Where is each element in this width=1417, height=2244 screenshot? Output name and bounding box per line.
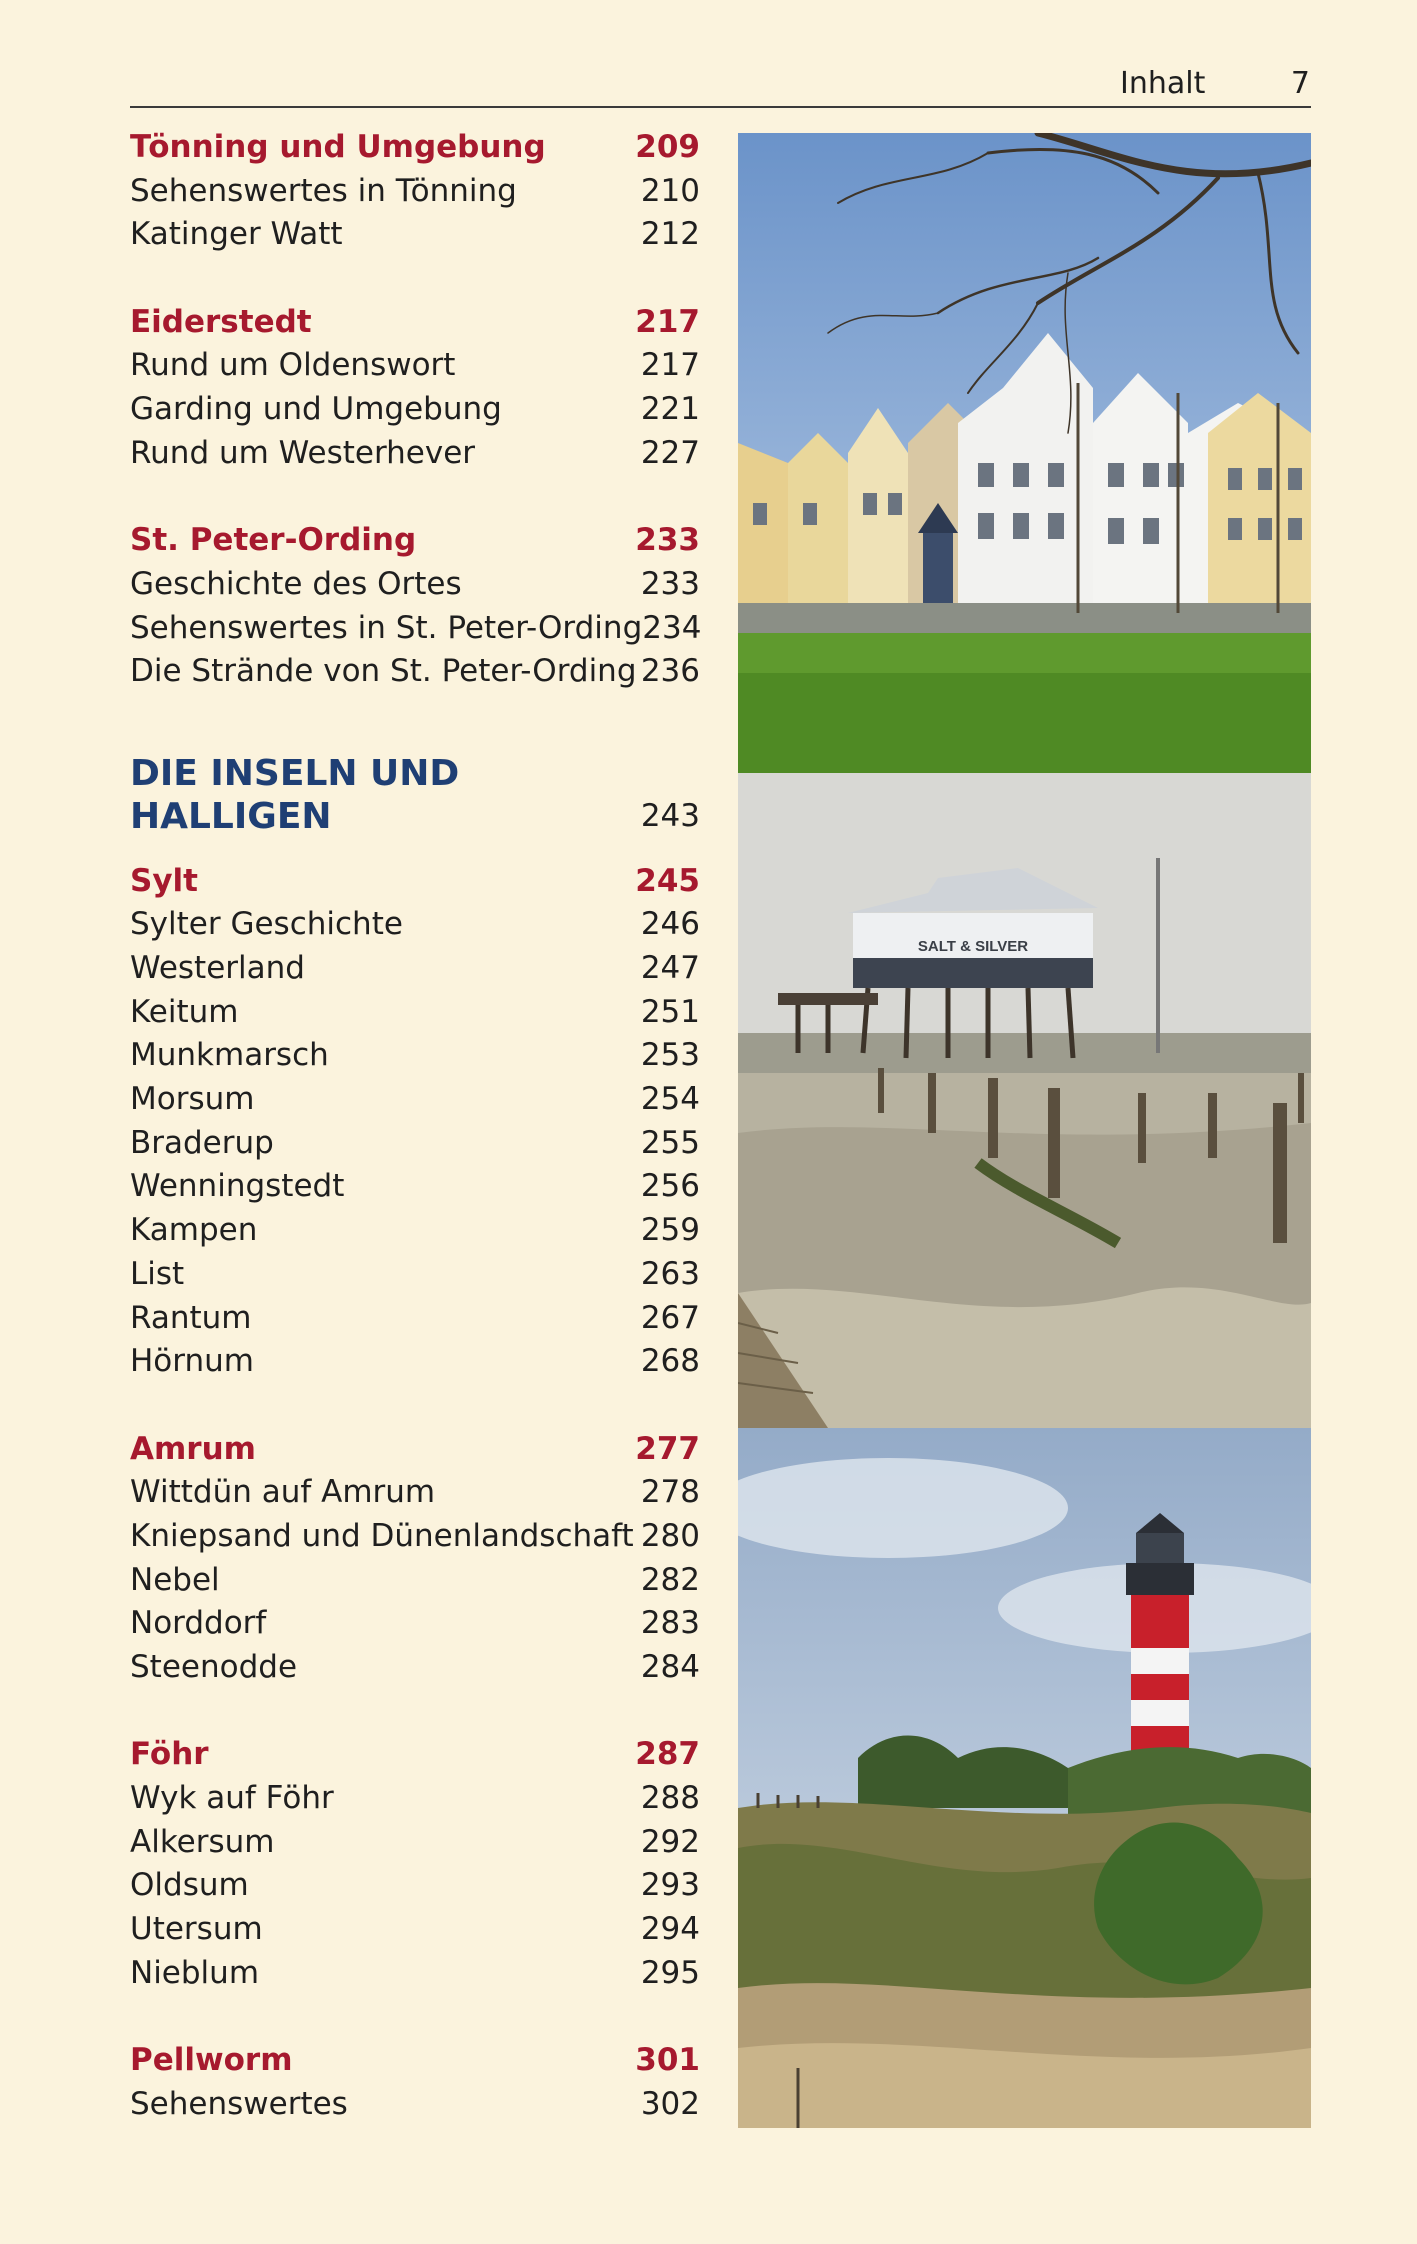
toc-entry-title: Rantum xyxy=(130,1299,252,1336)
toc-entry xyxy=(130,1034,700,1078)
toc-entry-title: Die Strände von St. Peter-Ording xyxy=(130,653,637,690)
toc-entry-title: Nebel xyxy=(130,1561,220,1598)
toc-chapter xyxy=(130,301,700,345)
toc-entry-page: 280 xyxy=(640,1517,700,1554)
toc-chapter-title: Amrum xyxy=(130,1430,256,1467)
running-header-label: Inhalt xyxy=(1120,66,1206,101)
toc-chapter xyxy=(130,1428,700,1472)
toc-entry-title: Katinger Watt xyxy=(130,216,343,253)
toc-entry-page: 263 xyxy=(640,1255,700,1292)
toc-entry-page: 288 xyxy=(640,1780,700,1817)
part-title-line1: DIE INSELN UND xyxy=(130,752,460,794)
toc-entry-page: 295 xyxy=(640,1954,700,1991)
toc-chapter-title: Föhr xyxy=(130,1736,209,1773)
toc-entry-page: 283 xyxy=(640,1605,700,1642)
toc-entry xyxy=(130,1165,700,1209)
toc-entry-title: Nieblum xyxy=(130,1954,260,1991)
toc-entry-title: Kampen xyxy=(130,1212,258,1249)
part-heading xyxy=(130,752,700,838)
toc-entry xyxy=(130,1864,700,1908)
toc-entry-title: Kniepsand und Dünenlandschaft xyxy=(130,1517,634,1554)
section-spacer xyxy=(130,257,700,301)
toc-chapter-page: 217 xyxy=(635,303,700,340)
toc-entry-page: 284 xyxy=(640,1649,700,1685)
toc-entry-page: 210 xyxy=(640,172,700,209)
toc-entry-title: Oldsum xyxy=(130,1867,249,1904)
toc-entry-page: 233 xyxy=(640,565,700,602)
toc-entry xyxy=(130,344,700,388)
toc-entry xyxy=(130,388,700,432)
toc-entry xyxy=(130,1602,700,1646)
toc-chapter xyxy=(130,126,700,170)
toc-entry xyxy=(130,650,700,694)
toc-entry-title: Sehenswertes in St. Peter-Ording xyxy=(130,609,643,646)
toc-entry-title: Utersum xyxy=(130,1911,263,1948)
toc-entry xyxy=(130,213,700,257)
toc-entry-page: 234 xyxy=(642,609,702,646)
photo-lighthouse-dunes xyxy=(738,1428,1311,2128)
toc-entry-page: 292 xyxy=(640,1823,700,1860)
toc-entry-title: List xyxy=(130,1255,185,1292)
toc-entry-page: 268 xyxy=(640,1343,700,1380)
toc-entry xyxy=(130,903,700,947)
section-spacer xyxy=(130,1384,700,1428)
photo-pier-on-stilts xyxy=(738,773,1311,1428)
toc-entry-title: Munkmarsch xyxy=(130,1037,329,1074)
toc-entry-page: 293 xyxy=(640,1867,700,1904)
toc-entry-title: Norddorf xyxy=(130,1605,267,1642)
toc-entry xyxy=(130,991,700,1035)
header-divider xyxy=(130,106,1311,108)
toc-entry xyxy=(130,170,700,214)
toc-entry-page: 253 xyxy=(640,1037,700,1074)
island-sections xyxy=(130,860,700,2127)
toc-entry-page: 251 xyxy=(640,993,700,1030)
toc-entry xyxy=(130,2083,700,2127)
toc-entry-title: Garding und Umgebung xyxy=(130,391,502,428)
toc-chapter-page: 301 xyxy=(635,2042,700,2079)
toc-entry xyxy=(130,1209,700,1253)
toc-entry-title: Morsum xyxy=(130,1081,255,1118)
toc-entry-page: 227 xyxy=(640,434,700,471)
toc-entry xyxy=(130,1078,700,1122)
toc-entry-title: Alkersum xyxy=(130,1823,275,1860)
photo-gabled-houses xyxy=(738,133,1311,773)
toc-entry-page: 267 xyxy=(640,1299,700,1336)
toc-entry-title: Sehenswertes xyxy=(130,2085,348,2122)
pier-sign: SALT & SILVER xyxy=(917,938,1029,955)
toc-entry-page: 246 xyxy=(640,906,700,943)
toc-entry-page: 221 xyxy=(640,391,700,428)
toc-entry-page: 282 xyxy=(640,1561,700,1598)
toc-chapter-title: Sylt xyxy=(130,862,198,899)
toc-entry xyxy=(130,1559,700,1603)
part-page: 243 xyxy=(640,797,700,834)
toc-entry xyxy=(130,1340,700,1384)
toc-entry-page: 255 xyxy=(640,1124,700,1161)
toc-entry-page: 259 xyxy=(640,1212,700,1249)
toc-entry xyxy=(130,1646,700,1690)
section-spacer xyxy=(130,1996,700,2040)
toc-entry-title: Braderup xyxy=(130,1124,274,1161)
toc-entry xyxy=(130,1471,700,1515)
toc-entry-title: Westerland xyxy=(130,950,305,986)
toc-entry xyxy=(130,1253,700,1297)
toc-entry-title: Keitum xyxy=(130,993,239,1030)
mainland-sections xyxy=(130,126,700,738)
toc-chapter-page: 245 xyxy=(635,862,700,899)
page-number: 7 xyxy=(1290,66,1310,101)
toc-chapter-title: St. Peter-Ording xyxy=(130,522,417,559)
toc-chapter-title: Tönning und Umgebung xyxy=(130,129,546,165)
toc-entry-title: Geschichte des Ortes xyxy=(130,565,462,602)
toc-chapter xyxy=(130,2039,700,2083)
toc-chapter-page: 277 xyxy=(635,1430,700,1467)
toc-chapter xyxy=(130,860,700,904)
toc-chapter-title: Pellworm xyxy=(130,2042,293,2079)
toc-chapter-page: 287 xyxy=(635,1736,700,1773)
toc-entry-page: 256 xyxy=(640,1168,700,1205)
toc-chapter xyxy=(130,1733,700,1777)
toc-entry-title: Wenningstedt xyxy=(130,1168,345,1205)
toc-entry-title: Rund um Oldenswort xyxy=(130,347,456,384)
toc-chapter-page: 233 xyxy=(635,522,700,559)
section-spacer xyxy=(130,694,700,738)
photo-column xyxy=(738,133,1311,2128)
toc-entry xyxy=(130,1122,700,1166)
toc-entry xyxy=(130,1297,700,1341)
toc-entry-title: Rund um Westerhever xyxy=(130,434,476,471)
toc-entry-title: Sylter Geschichte xyxy=(130,906,403,943)
toc-entry-title: Hörnum xyxy=(130,1343,254,1380)
toc-entry xyxy=(130,1515,700,1559)
toc-entry-page: 278 xyxy=(640,1474,700,1511)
toc-entry xyxy=(130,1777,700,1821)
toc-entry-title: Steenodde xyxy=(130,1649,298,1685)
toc-entry-page: 247 xyxy=(640,950,700,986)
toc-entry-page: 254 xyxy=(640,1081,700,1118)
section-spacer xyxy=(130,1690,700,1734)
section-spacer xyxy=(130,476,700,520)
toc-entry-title: Wyk auf Föhr xyxy=(130,1780,334,1817)
part-title-line2: HALLIGEN xyxy=(130,795,332,837)
toc-entry-title: Sehenswertes in Tönning xyxy=(130,172,517,209)
toc-entry-page: 294 xyxy=(640,1911,700,1948)
toc-chapter-title: Eiderstedt xyxy=(130,303,312,340)
toc-entry-page: 212 xyxy=(640,216,700,253)
toc-chapter xyxy=(130,519,700,563)
toc-entry xyxy=(130,607,700,651)
toc-entry-page: 236 xyxy=(640,653,700,690)
toc-entry xyxy=(130,1821,700,1865)
table-of-contents xyxy=(130,126,700,2127)
toc-chapter-page: 209 xyxy=(635,129,700,165)
toc-entry-title: Wittdün auf Amrum xyxy=(130,1474,436,1511)
toc-entry xyxy=(130,1952,700,1996)
toc-entry xyxy=(130,947,700,991)
toc-entry-page: 217 xyxy=(640,347,700,384)
toc-entry xyxy=(130,1908,700,1952)
toc-entry xyxy=(130,563,700,607)
toc-entry-page: 302 xyxy=(640,2085,700,2122)
toc-entry xyxy=(130,432,700,476)
